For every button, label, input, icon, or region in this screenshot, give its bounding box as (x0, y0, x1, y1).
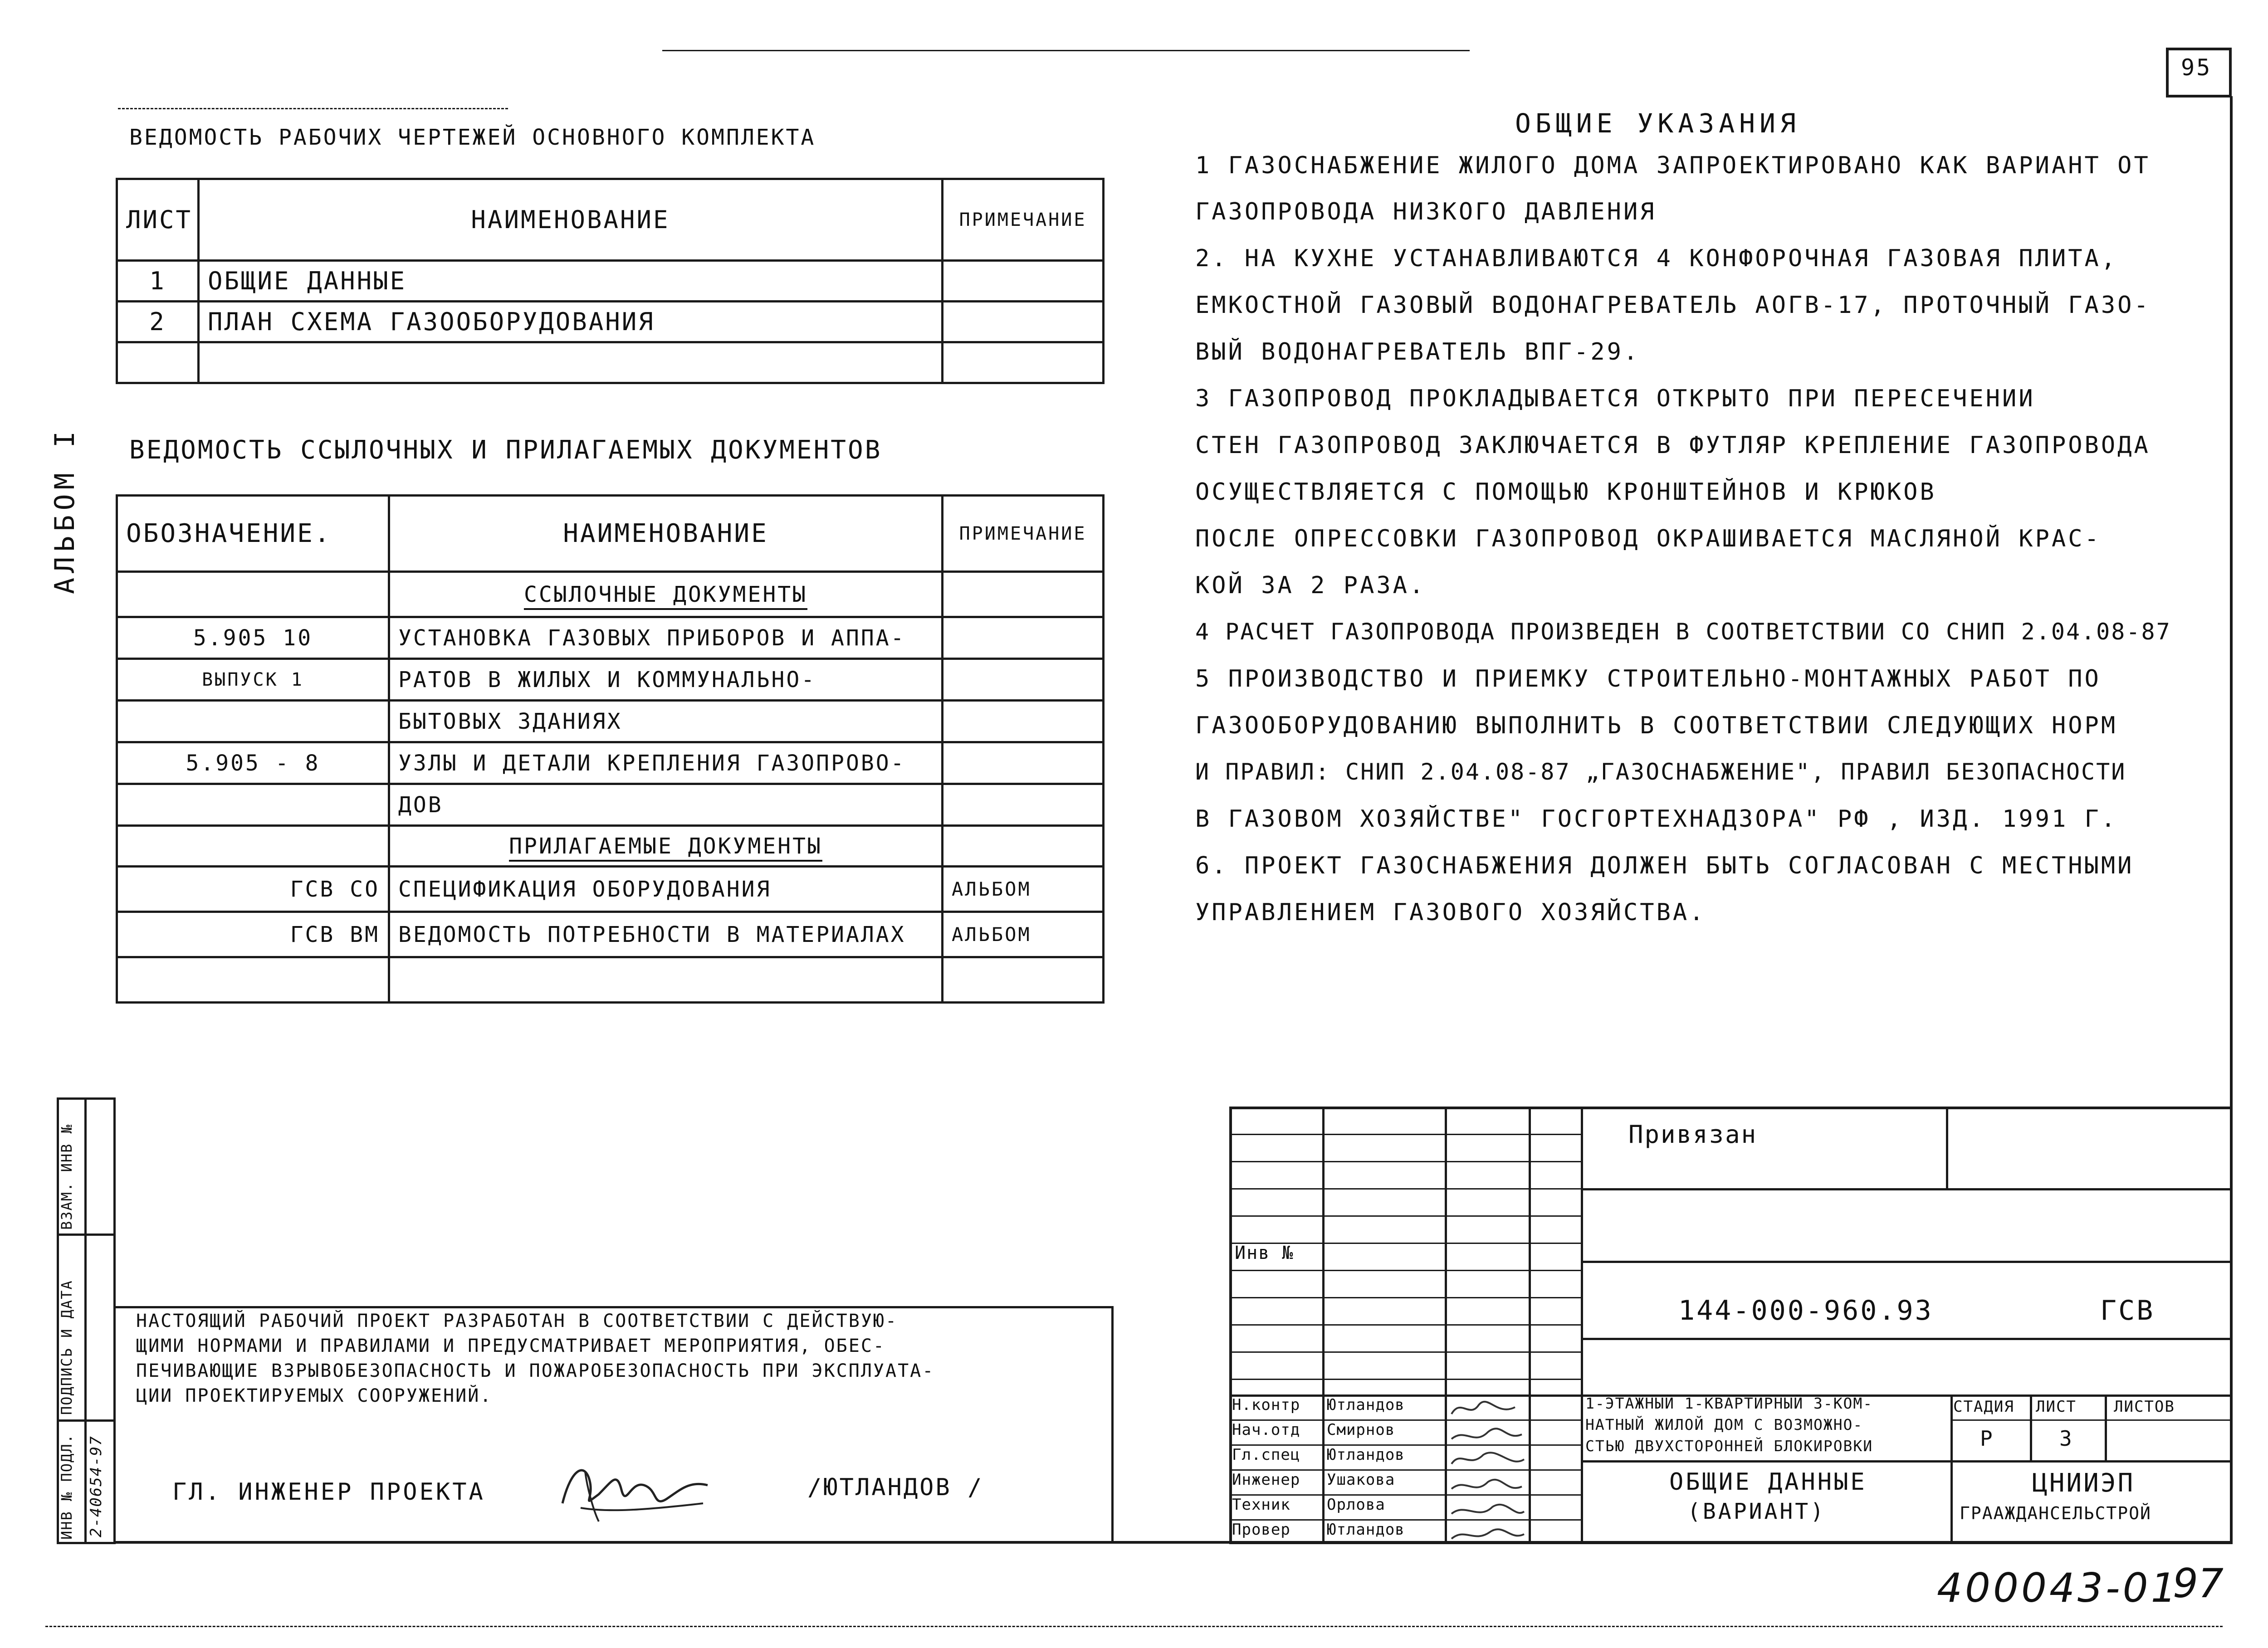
note-line: 3 ГАЗОПРОВОД ПРОКЛАДЫВАЕТСЯ ОТКРЫТО ПРИ ПЕРЕСЕЧЕНИИ (1195, 385, 2035, 412)
table-row (117, 261, 1104, 302)
note-line: УПРАВЛЕНИЕМ ГАЗОВОГО ХОЗЯЙСТВА. (1195, 899, 1706, 926)
code-cell: ВЫПУСК 1 (117, 659, 389, 701)
note-line: 1 ГАЗОСНАБЖЕНИЕ ЖИЛОГО ДОМА ЗАПРОЕКТИРОВАНО КАК ВАРИАНТ ОТ (1195, 152, 2151, 179)
person-role: Н.контр (1232, 1396, 1300, 1414)
note-cell (943, 742, 1104, 784)
sheet-value: 3 (2059, 1426, 2074, 1451)
drawings-list-title: ВЕДОМОСТЬ РАБОЧИХ ЧЕРТЕЖЕЙ ОСНОВНОГО КОМПЛЕКТА (129, 125, 816, 150)
person-role: Провер (1232, 1521, 1290, 1539)
stamp-grid-line (1229, 1188, 1581, 1190)
name-cell (389, 957, 943, 1003)
table-row (117, 742, 1104, 784)
margin-divider (57, 1419, 116, 1422)
col-header-code: ОБОЗНАЧЕНИЕ. (117, 496, 389, 572)
table-row (117, 867, 1104, 912)
note-cell: АЛЬБОМ (943, 912, 1104, 957)
object-description-line: 1-ЭТАЖНЫЙ 1-КВАРТИРНЫЙ 3-КОМ- (1585, 1394, 1873, 1412)
note-line: ПОСЛЕ ОПРЕССОВКИ ГАЗОПРОВОД ОКРАШИВАЕТСЯ МАСЛЯНОЙ КРАС- (1195, 525, 2101, 552)
margin-label-signature-date: ПОДПИСЬ И ДАТА (58, 1280, 75, 1415)
bottom-dash-line (45, 1626, 2223, 1627)
stamp-signatures (1447, 1396, 1529, 1543)
declaration-line: ЩИМИ НОРМАМИ И ПРАВИЛАМИ И ПРЕДУСМАТРИВАЕТ МЕРОПРИЯТИЯ, ОБЕС- (136, 1336, 886, 1356)
table-row (117, 784, 1104, 826)
archive-number: 400043-01 (1937, 1565, 2179, 1611)
stamp-grid-line (1581, 1107, 1583, 1544)
sheet-title-line: ОБЩИЕ ДАННЫЕ (1669, 1468, 1867, 1496)
margin-divider (57, 1234, 116, 1236)
stamp-grid-line (1229, 1351, 1581, 1353)
stamp-grid-line (1229, 1379, 1581, 1380)
code-cell: ГСВ ВМ (117, 912, 389, 957)
note-line: 5 ПРОИЗВОДСТВО И ПРИЕМКУ СТРОИТЕЛЬНО-МОНТАЖНЫХ РАБОТ ПО (1195, 665, 2101, 692)
code-cell: 5.905 10 (117, 617, 389, 659)
note-line: СТЕН ГАЗОПРОВОД ЗАКЛЮЧАЕТСЯ В ФУТЛЯР КРЕПЛЕНИЕ ГАЗОПРОВОДА (1195, 432, 2151, 459)
person-role: Гл.спец (1232, 1446, 1300, 1464)
table-row (117, 659, 1104, 701)
declaration-line: НАСТОЯЩИЙ РАБОЧИЙ ПРОЕКТ РАЗРАБОТАН В СООТВЕТСТВИИ С ДЕЙСТВУЮ- (136, 1311, 898, 1331)
col-header-sheet: ЛИСТ (117, 179, 199, 261)
margin-divider (84, 1097, 87, 1544)
person-name: Ютландов (1327, 1446, 1405, 1464)
document-code: 144-000-960.93 (1678, 1295, 1933, 1326)
code-cell: 5.905 - 8 (117, 742, 389, 784)
section-cell (389, 826, 943, 867)
name-cell: ВЕДОМОСТЬ ПОТРЕБНОСТИ В МАТЕРИАЛАХ (389, 912, 943, 957)
stamp-grid-line (1946, 1107, 1948, 1188)
margin-label-inv-no: ИНВ № ПОДЛ. (58, 1433, 75, 1540)
sheet-cell (117, 342, 199, 383)
general-notes-title: ОБЩИЕ УКАЗАНИЯ (1515, 108, 1800, 139)
declaration-line: ЦИИ ПРОЕКТИРУЕМЫХ СООРУЖЕНИЙ. (136, 1385, 493, 1406)
empty-cell (943, 826, 1104, 867)
privyazan-label: Привязан (1628, 1120, 1758, 1149)
col-header-name: НАИМЕНОВАНИЕ (199, 179, 943, 261)
name-cell: УСТАНОВКА ГАЗОВЫХ ПРИБОРОВ И АППА- (389, 617, 943, 659)
person-name: Ушакова (1327, 1471, 1395, 1489)
object-description-line: НАТНЫЙ ЖИЛОЙ ДОМ С ВОЗМОЖНО- (1585, 1416, 1863, 1433)
note-cell: АЛЬБОМ (943, 867, 1104, 912)
note-cell (943, 617, 1104, 659)
margin-inv-value: 2-40654-97 (87, 1435, 105, 1537)
chief-engineer-label: ГЛ. ИНЖЕНЕР ПРОЕКТА (172, 1478, 485, 1506)
empty-cell (943, 572, 1104, 617)
name-cell: БЫТОВЫХ ЗДАНИЯХ (389, 701, 943, 742)
table-row (117, 342, 1104, 383)
document-mark: ГСВ (2100, 1295, 2155, 1326)
person-name: Орлова (1327, 1496, 1385, 1514)
sheet-title-line: (ВАРИАНТ) (1687, 1499, 1826, 1524)
chief-engineer-signature (553, 1453, 717, 1526)
code-cell (117, 784, 389, 826)
person-name: Ютландов (1327, 1396, 1405, 1414)
bottom-page-number: 97 (2173, 1560, 2224, 1607)
organization-name: ЦНИИЭП (2032, 1468, 2135, 1498)
table-row (117, 957, 1104, 1003)
name-cell: ОБЩИЕ ДАННЫЕ (199, 261, 943, 302)
note-cell (943, 659, 1104, 701)
page-number: 95 (2181, 54, 2212, 81)
stamp-grid-line (1581, 1460, 2233, 1463)
code-cell: ГСВ СО (117, 867, 389, 912)
sheet-label: ЛИСТ (2036, 1398, 2077, 1416)
sheet-cell: 1 (117, 261, 199, 302)
declaration-right-border (1111, 1306, 1114, 1542)
section-cell (389, 572, 943, 617)
col-header-name: НАИМЕНОВАНИЕ (389, 496, 943, 572)
stamp-grid-line (1581, 1188, 2233, 1190)
note-line: КОЙ ЗА 2 РАЗА. (1195, 572, 1426, 599)
person-role: Техник (1232, 1496, 1290, 1514)
note-cell (943, 261, 1104, 302)
stamp-grid-line (2105, 1394, 2107, 1460)
col-header-note: ПРИМЕЧАНИЕ (943, 179, 1104, 261)
note-cell (943, 342, 1104, 383)
stage-value: Р (1980, 1426, 1994, 1451)
docs-list-table (116, 494, 1105, 1004)
stamp-grid-line (1229, 1161, 1581, 1162)
stamp-grid-line (1581, 1261, 2233, 1263)
sheets-label: ЛИСТОВ (2114, 1398, 2175, 1416)
name-cell (199, 342, 943, 383)
stage-label: СТАДИЯ (1953, 1398, 2014, 1416)
note-cell (943, 957, 1104, 1003)
code-cell (117, 957, 389, 1003)
stamp-grid-line (1581, 1338, 2233, 1340)
object-description-line: СТЬЮ ДВУХСТОРОННЕЙ БЛОКИРОВКИ (1585, 1437, 1873, 1455)
note-line: 6. ПРОЕКТ ГАЗОСНАБЖЕНИЯ ДОЛЖЕН БЫТЬ СОГЛАСОВАН С МЕСТНЫМИ (1195, 852, 2134, 879)
note-line: ОСУЩЕСТВЛЯЕТСЯ С ПОМОЩЬЮ КРОНШТЕЙНОВ И КРЮКОВ (1195, 478, 1936, 506)
person-name: Ютландов (1327, 1521, 1405, 1539)
stamp-grid-line (1229, 1270, 1581, 1271)
empty-cell (117, 572, 389, 617)
note-cell (943, 302, 1104, 342)
table-row (117, 912, 1104, 957)
table-row (117, 617, 1104, 659)
stamp-grid-line (1229, 1134, 1581, 1135)
declaration-line: ПЕЧИВАЮЩИЕ ВЗРЫВОБЕЗОПАСНОСТЬ И ПОЖАРОБЕЗОПАСНОСТЬ ПРИ ЭКСПЛУАТА- (136, 1360, 935, 1381)
note-line: 4 РАСЧЕТ ГАЗОПРОВОДА ПРОИЗВЕДЕН В СООТВЕТСТВИИ СО СНИП 2.04.08-87 (1195, 619, 2171, 645)
declaration-top-border (116, 1306, 1114, 1308)
stamp-grid-line (1229, 1215, 1581, 1217)
name-cell: РАТОВ В ЖИЛЫХ И КОММУНАЛЬНО- (389, 659, 943, 701)
sheet-cell: 2 (117, 302, 199, 342)
code-cell (117, 701, 389, 742)
name-cell: УЗЛЫ И ДЕТАЛИ КРЕПЛЕНИЯ ГАЗОПРОВО- (389, 742, 943, 784)
section-referenced-title: ССЫЛОЧНЫЕ ДОКУМЕНТЫ (523, 581, 808, 607)
note-cell (943, 784, 1104, 826)
table-row (117, 701, 1104, 742)
stamp-grid-line (1229, 1297, 1581, 1298)
top-dash-line (662, 50, 1470, 51)
note-line: 2. НА КУХНЕ УСТАНАВЛИВАЮТСЯ 4 КОНФОРОЧНАЯ ГАЗОВАЯ ПЛИТА, (1195, 245, 2118, 272)
note-cell (943, 701, 1104, 742)
stamp-grid-line (1950, 1394, 1953, 1544)
note-line: ГАЗООБОРУДОВАНИЮ ВЫПОЛНИТЬ В СООТВЕТСТВИИ СЛЕДУЮЩИХ НОРМ (1195, 712, 2118, 739)
person-name: Смирнов (1327, 1421, 1395, 1439)
inv-no-label: Инв № (1235, 1243, 1294, 1263)
table-row (117, 302, 1104, 342)
organization-subname: ГРААЖДАНСЕЛЬСТРОЙ (1960, 1503, 2151, 1523)
chief-engineer-name: /ЮТЛАНДОВ / (807, 1474, 984, 1501)
section-attached-title: ПРИЛАГАЕМЫЕ ДОКУМЕНТЫ (509, 833, 822, 859)
stamp-grid-line (2030, 1394, 2032, 1460)
note-line: ГАЗОПРОВОДА НИЗКОГО ДАВЛЕНИЯ (1195, 198, 1657, 225)
margin-label-replace-inv: ВЗАМ. ИНВ № (58, 1124, 75, 1230)
col-header-note: ПРИМЕЧАНИЕ (943, 496, 1104, 572)
empty-cell (117, 826, 389, 867)
note-line: ВЫЙ ВОДОНАГРЕВАТЕЛЬ ВПГ-29. (1195, 338, 1640, 366)
stamp-grid-line (1950, 1419, 2233, 1421)
person-role: Нач.отд (1232, 1421, 1300, 1439)
note-line: ЕМКОСТНОЙ ГАЗОВЫЙ ВОДОНАГРЕВАТЕЛЬ АОГВ-17, ПРОТОЧНЫЙ ГАЗО- (1195, 292, 2151, 319)
person-role: Инженер (1232, 1471, 1300, 1489)
name-cell: СПЕЦИФИКАЦИЯ ОБОРУДОВАНИЯ (389, 867, 943, 912)
drawings-list-table (116, 178, 1105, 384)
name-cell: ПЛАН СХЕМА ГАЗООБОРУДОВАНИЯ (199, 302, 943, 342)
name-cell: ДОВ (389, 784, 943, 826)
note-line: В ГАЗОВОМ ХОЗЯЙСТВЕ" ГОСГОРТЕХНАДЗОРА" РФ , ИЗД. 1991 Г. (1195, 805, 2118, 833)
note-line: И ПРАВИЛ: СНИП 2.04.08-87 „ГАЗОСНАБЖЕНИЕ", ПРАВИЛ БЕЗОПАСНОСТИ (1195, 759, 2126, 785)
stamp-grid-line (1229, 1324, 1581, 1326)
docs-list-title: ВЕДОМОСТЬ ССЫЛОЧНЫХ И ПРИЛАГАЕМЫХ ДОКУМЕНТОВ (129, 435, 882, 465)
album-label: АЛЬБОМ I (49, 427, 81, 594)
